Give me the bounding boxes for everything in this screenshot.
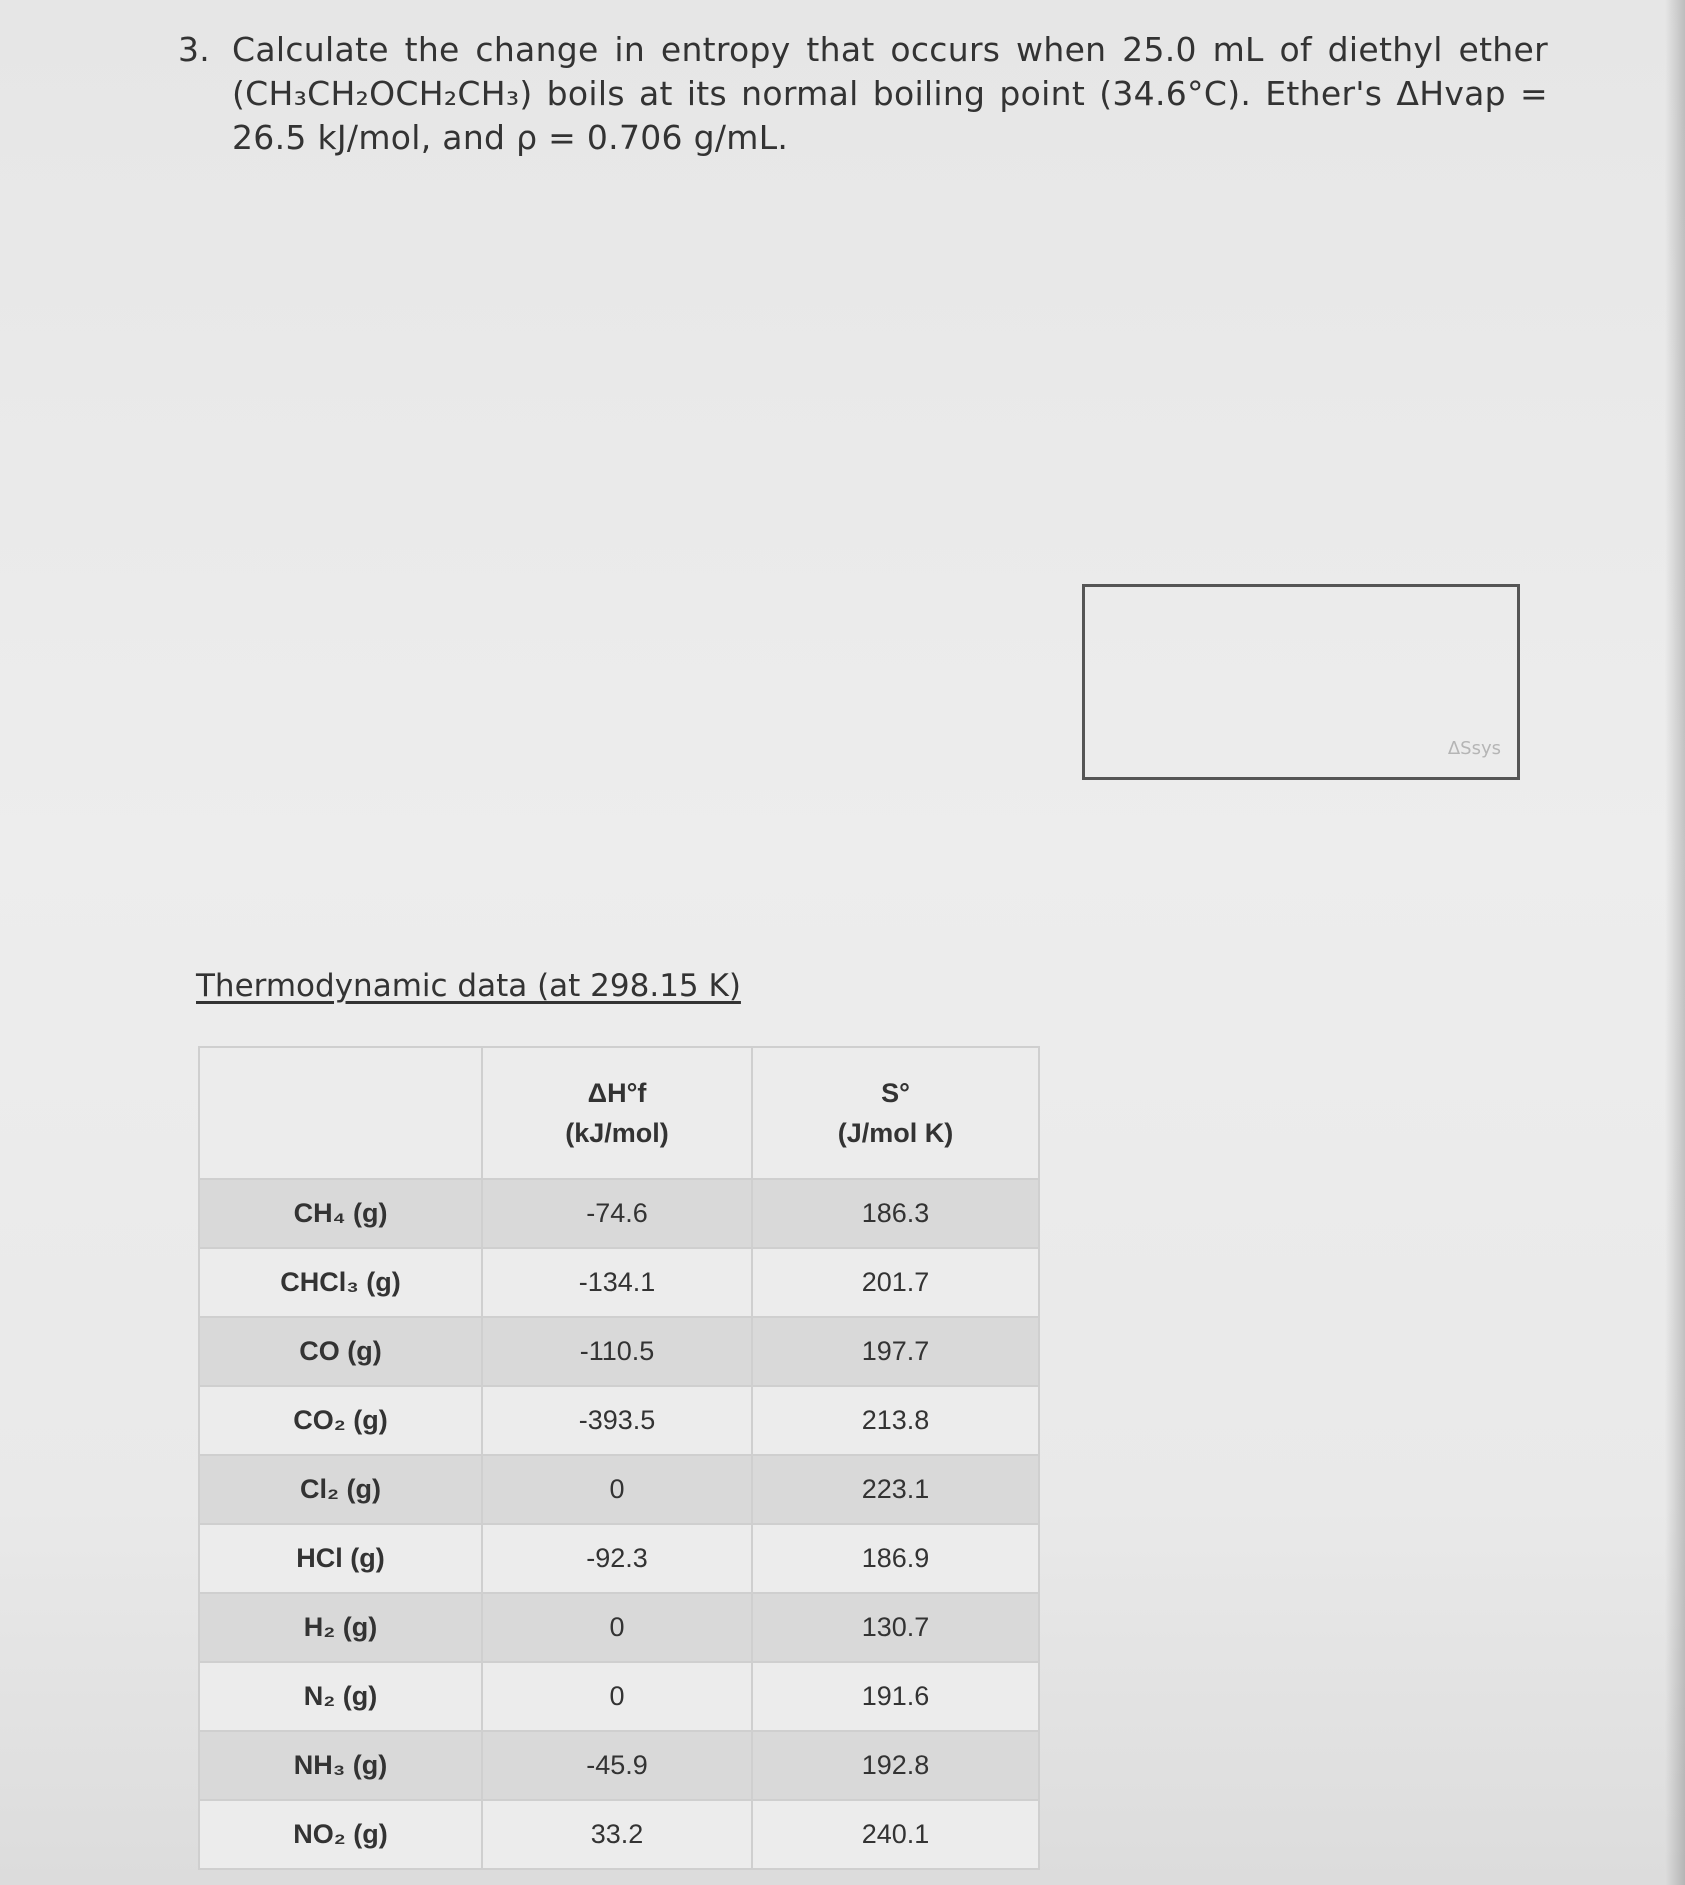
entropy-cell: 197.7 <box>752 1317 1039 1386</box>
header-enthalpy-text: ΔH°f (kJ/mol) <box>565 1078 669 1148</box>
entropy-cell: 201.7 <box>752 1248 1039 1317</box>
table-row <box>199 1662 1039 1731</box>
table-row <box>199 1386 1039 1455</box>
species-cell: NO₂ (g) <box>199 1800 482 1869</box>
species-cell: CO₂ (g) <box>199 1386 482 1455</box>
species-cell: Cl₂ (g) <box>199 1455 482 1524</box>
enthalpy-cell: 33.2 <box>482 1800 752 1869</box>
table-row <box>199 1593 1039 1662</box>
answer-box-label: ΔSsys <box>1447 738 1501 759</box>
header-enthalpy <box>482 1047 752 1179</box>
question-text: Calculate the change in entropy that occurs when 25.0 mL of diethyl ether (CH₃CH₂OCH₂CH₃) boils at its normal boiling point (34.6°C). Ether's ΔHvap = 26.5 kJ/mol, and ρ = 0.706 g/mL. <box>232 30 1548 157</box>
table-header-row <box>199 1047 1039 1179</box>
enthalpy-cell: -74.6 <box>482 1179 752 1248</box>
table-row <box>199 1731 1039 1800</box>
enthalpy-cell: 0 <box>482 1593 752 1662</box>
table-row <box>199 1455 1039 1524</box>
thermodynamic-data-table <box>198 1046 1040 1870</box>
header-species <box>199 1047 482 1179</box>
entropy-cell: 240.1 <box>752 1800 1039 1869</box>
enthalpy-cell: -92.3 <box>482 1524 752 1593</box>
enthalpy-cell: -134.1 <box>482 1248 752 1317</box>
species-cell: CHCl₃ (g) <box>199 1248 482 1317</box>
species-cell: NH₃ (g) <box>199 1731 482 1800</box>
species-cell: N₂ (g) <box>199 1662 482 1731</box>
table-row <box>199 1524 1039 1593</box>
header-entropy <box>752 1047 1039 1179</box>
species-cell: H₂ (g) <box>199 1593 482 1662</box>
data-table-title: Thermodynamic data (at 298.15 K) <box>196 968 741 1004</box>
enthalpy-cell: 0 <box>482 1662 752 1731</box>
page-edge-shadow <box>1665 0 1685 1885</box>
enthalpy-cell: -45.9 <box>482 1731 752 1800</box>
entropy-cell: 223.1 <box>752 1455 1039 1524</box>
entropy-cell: 213.8 <box>752 1386 1039 1455</box>
table-row <box>199 1317 1039 1386</box>
entropy-cell: 130.7 <box>752 1593 1039 1662</box>
table-row <box>199 1800 1039 1869</box>
table-row <box>199 1179 1039 1248</box>
enthalpy-cell: -110.5 <box>482 1317 752 1386</box>
species-cell: CH₄ (g) <box>199 1179 482 1248</box>
entropy-cell: 186.3 <box>752 1179 1039 1248</box>
entropy-cell: 186.9 <box>752 1524 1039 1593</box>
species-cell: HCl (g) <box>199 1524 482 1593</box>
answer-input-box[interactable] <box>1082 584 1520 780</box>
entropy-cell: 191.6 <box>752 1662 1039 1731</box>
enthalpy-cell: 0 <box>482 1455 752 1524</box>
entropy-cell: 192.8 <box>752 1731 1039 1800</box>
question-block <box>178 28 1548 160</box>
enthalpy-cell: -393.5 <box>482 1386 752 1455</box>
species-cell: CO (g) <box>199 1317 482 1386</box>
question-number: 3. <box>178 30 211 69</box>
header-entropy-text: S° (J/mol K) <box>837 1078 954 1148</box>
table-row <box>199 1248 1039 1317</box>
